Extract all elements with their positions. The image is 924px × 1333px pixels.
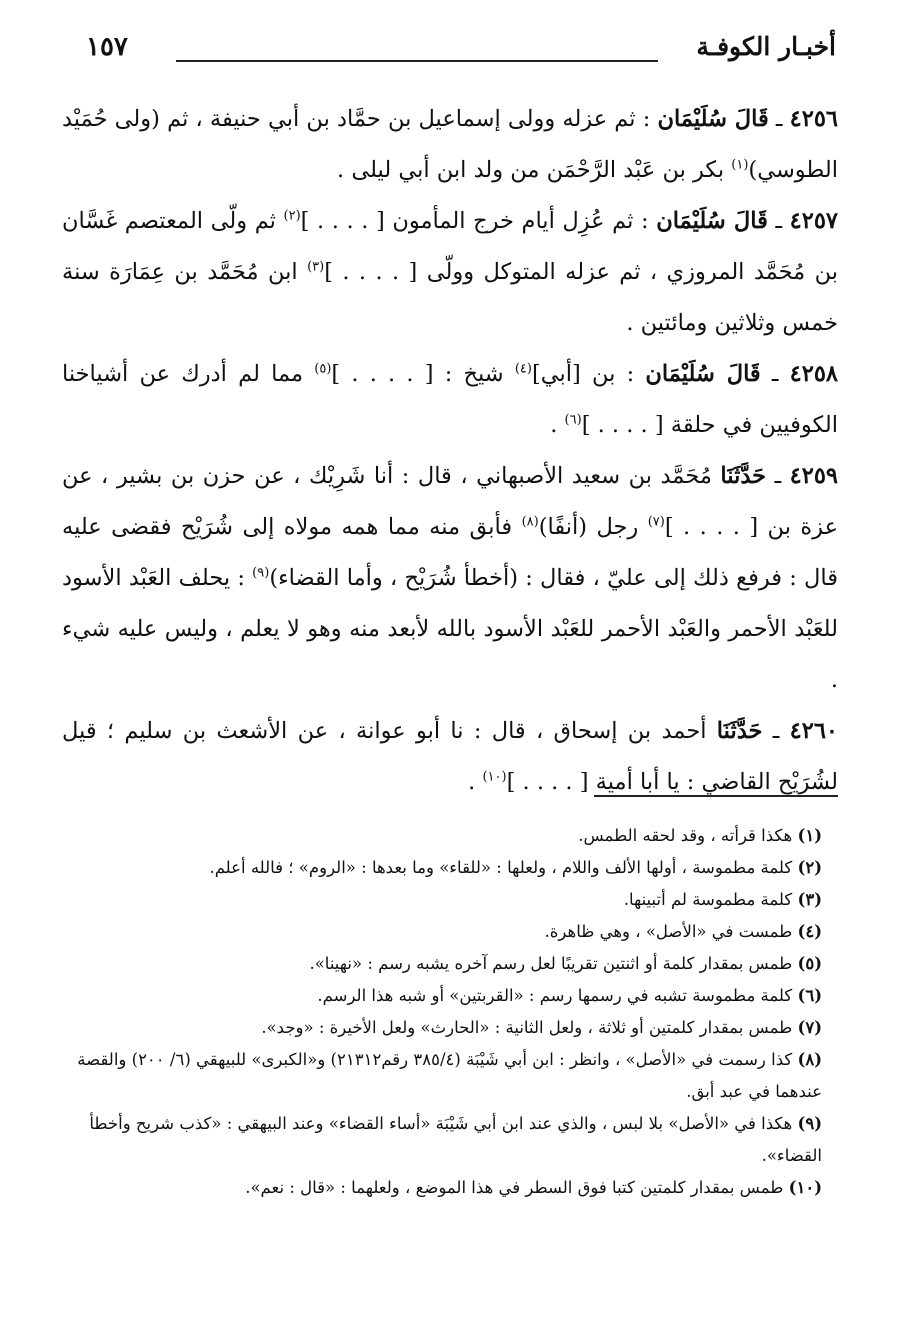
footnote-7 <box>70 1012 822 1044</box>
entry-keyword: قَالَ سُلَيْمَان <box>657 106 769 132</box>
entry-text: : ثم عزله وولى إسماعيل بن حمَّاد بن أبي حنيفة ، ثم (ولى حُمَيْد الطوسي) <box>62 106 838 183</box>
footnote-text: طمس بمقدار كلمتين أو ثلاثة ، ولعل الثانية : «الحارث» ولعل الأخيرة : «وجد». <box>261 1018 793 1037</box>
footnote-ref: (٢) <box>283 208 301 224</box>
footnote-number: (١) <box>797 826 822 845</box>
entry-text: : ثم عُزِل أيام خرج المأمون [ . . . . ] <box>300 208 649 234</box>
entry-keyword: حَدَّثَنَا <box>720 463 767 489</box>
footnote-number: (٤) <box>797 922 822 941</box>
footnote-text: هكذا قرأته ، وقد لحقه الطمس. <box>578 826 793 845</box>
footnote-2 <box>70 852 822 884</box>
footnote-text: طمست في «الأصل» ، وهي ظاهرة. <box>544 922 793 941</box>
header-rule <box>176 60 658 62</box>
footnote-number: (٩) <box>797 1114 822 1133</box>
entry-keyword: حَدَّثَنَا <box>716 718 763 744</box>
main-text <box>62 94 838 808</box>
footnote-text: طمس بمقدار كلمتين كتبا فوق السطر في هذا الموضع ، ولعلهما : «قال : نعم». <box>245 1178 784 1197</box>
footnote-5 <box>70 948 822 980</box>
entry-text: . <box>468 769 476 795</box>
footnote-ref: (٨) <box>521 514 539 530</box>
entry-keyword: قَالَ سُلَيْمَان <box>656 208 768 234</box>
entry-text: بكر بن عَبْد الرَّحْمَن من ولد ابن أبي ليلى . <box>337 157 725 183</box>
footnote-ref: (٤) <box>514 361 532 377</box>
entry-number: ٤٢٦٠ <box>789 718 838 744</box>
footnote-number: (٣) <box>797 890 822 909</box>
footnote-ref: (٧) <box>647 514 665 530</box>
footnote-8 <box>70 1044 822 1108</box>
footnote-number: (١٠) <box>788 1178 822 1197</box>
entry-4256: ٤٢٥٦ ـ قَالَ سُلَيْمَان : ثم عزله وولى إسماعيل بن حمَّاد بن أبي حنيفة ، ثم (ولى حُمَيْد الطوسي)$^{(١)}$ بكر بن عَبْد الرَّحْمَن من ولد ابن أبي ليلى . <box>62 106 838 183</box>
entry-text: . <box>550 412 558 438</box>
entry-text: ثم ولّى المعتصم غَسَّان بن مُحَمَّد المروزي ، ثم عزله المتوكل وولّى [ . . . . ] <box>62 208 839 285</box>
footnote-text: كلمة مطموسة لم أتبينها. <box>623 890 793 909</box>
footnote-ref: (٦) <box>564 412 582 428</box>
entry-text: فأبق منه مما همه مولاه إلى شُرَيْح فقضى عليه قال : فرفع ذلك إلى عليّ ، فقال : (أخطأ شُرَيْح ، وأما القضاء) <box>62 514 839 591</box>
footnote-number: (٨) <box>797 1050 822 1069</box>
footnote-4 <box>70 916 822 948</box>
entry-text: شيخ : [ . . . . ] <box>331 361 504 387</box>
footnote-text: كلمة مطموسة ، أولها الألف واللام ، ولعلها : «للقاء» وما بعدها : «الروم» ؛ فالله أعلم. <box>209 858 793 877</box>
entry-text: مُحَمَّد بن سعيد الأصبهاني ، قال : أنا شَرِيْك ، عن حزن بن بشير ، عن عزة بن [ . . . . ] <box>62 463 839 540</box>
footnote-6 <box>70 980 822 1012</box>
footnote-text: كذا رسمت في «الأصل» ، وانظر : ابن أبي شَيْبَة (٣٨٥/٤ رقم٢١٣١٢) و«الكبرى» للبيهقي (٦/ ٢٠٠) والقصة عندهما في عبد أبق. <box>77 1050 822 1101</box>
footnotes <box>70 820 822 1204</box>
entry-4258: ٤٢٥٨ ـ قَالَ سُلَيْمَان : بن [أبي]$^{(٤)}$ شيخ : [ . . . . ]$^{(٥)}$ مما لم أدرك عن أشياخنا الكوفيين في حلقة [ . . . . ]$^{(٦)}$ . <box>62 361 839 438</box>
footnote-1 <box>70 820 822 852</box>
footnote-text: هكذا في «الأصل» بلا لبس ، والذي عند ابن أبي شَيْبَة «أساء القضاء» وعند البيهقي : «كذب شريح وأخطأ القضاء». <box>89 1114 822 1165</box>
entry-text: أحمد بن إسحاق ، قال : نا أبو عوانة ، عن الأشعث بن سليم ؛ قيل لشُرَيْح القاضي : يا أبا أمية [ . . . . ] <box>62 718 838 795</box>
entry-text: : يحلف العَبْد الأسود للعَبْد الأحمر والعَبْد الأحمر للعَبْد الأسود بالله لأبعد منه وهو لا يعلم ، وليس عليه شيء . <box>62 565 838 693</box>
entry-text: ابن مُحَمَّد بن عِمَارَة سنة خمس وثلاثين ومائتين . <box>62 259 838 336</box>
footnote-number: (٧) <box>797 1018 822 1037</box>
footnote-number: (٥) <box>797 954 822 973</box>
footnote-ref: (٥) <box>314 361 332 377</box>
footnote-3 <box>70 884 822 916</box>
footnote-text: كلمة مطموسة تشبه في رسمها رسم : «القربتين» أو شبه هذا الرسم. <box>317 986 793 1005</box>
entry-text: رجل (أنفًا) <box>538 514 639 540</box>
footnote-10 <box>70 1172 822 1204</box>
page-number: ١٥٧ <box>86 32 128 62</box>
footnote-ref: (١) <box>731 157 749 173</box>
footnote-ref: (٩) <box>252 565 270 581</box>
entry-text: مما لم أدرك عن أشياخنا الكوفيين في حلقة [ . . . . ] <box>62 361 838 438</box>
footnote-ref: (٣) <box>307 259 325 275</box>
footnote-ref: (١٠) <box>482 769 507 785</box>
entry-4259: ٤٢٥٩ ـ حَدَّثَنَا مُحَمَّد بن سعيد الأصبهاني ، قال : أنا شَرِيْك ، عن حزن بن بشير ، عن عزة بن [ . . . . ]$^{(٧)}$ رجل (أنفًا)$^{(٨)}$ فأبق منه مما همه مولاه إلى شُرَيْح فقضى عليه قال : فرفع ذلك إلى عليّ ، فقال : (أخطأ شُرَيْح ، وأما القضاء)$^{(٩)}$ : يحلف العَبْد الأسود للعَبْد الأحمر والعَبْد الأحمر للعَبْد الأسود بالله لأبعد منه وهو لا يعلم ، وليس عليه شيء . <box>62 463 839 693</box>
footnote-number: (٦) <box>797 986 822 1005</box>
page-header <box>86 26 836 70</box>
entry-4257: ٤٢٥٧ ـ قَالَ سُلَيْمَان : ثم عُزِل أيام خرج المأمون [ . . . . ]$^{(٢)}$ ثم ولّى المعتصم غَسَّان بن مُحَمَّد المروزي ، ثم عزله المتوكل وولّى [ . . . . ]$^{(٣)}$ ابن مُحَمَّد بن عِمَارَة سنة خمس وثلاثين ومائتين . <box>62 208 839 336</box>
footnote-text: طمس بمقدار كلمة أو اثنتين تقريبًا لعل رسم آخره يشبه رسم : «نهينا». <box>309 954 793 973</box>
footnote-number: (٢) <box>797 858 822 877</box>
entry-text: : بن [أبي] <box>531 361 635 387</box>
entry-keyword: قَالَ سُلَيْمَان <box>645 361 761 387</box>
footnote-9 <box>70 1108 822 1172</box>
entry-4260: ٤٢٦٠ ـ حَدَّثَنَا أحمد بن إسحاق ، قال : نا أبو عوانة ، عن الأشعث بن سليم ؛ قيل لشُرَيْح القاضي : يا أبا أمية [ . . . . ]$^{(١٠)}$ . <box>62 718 838 795</box>
running-title: أخبـار الكوفـة <box>696 32 836 61</box>
footnote-separator <box>594 795 838 797</box>
entry-number: ٤٢٥٧ <box>789 208 838 234</box>
entry-number: ٤٢٥٩ <box>789 463 839 489</box>
entry-number: ٤٢٥٨ <box>789 361 839 387</box>
entry-number: ٤٢٥٦ <box>789 106 838 132</box>
